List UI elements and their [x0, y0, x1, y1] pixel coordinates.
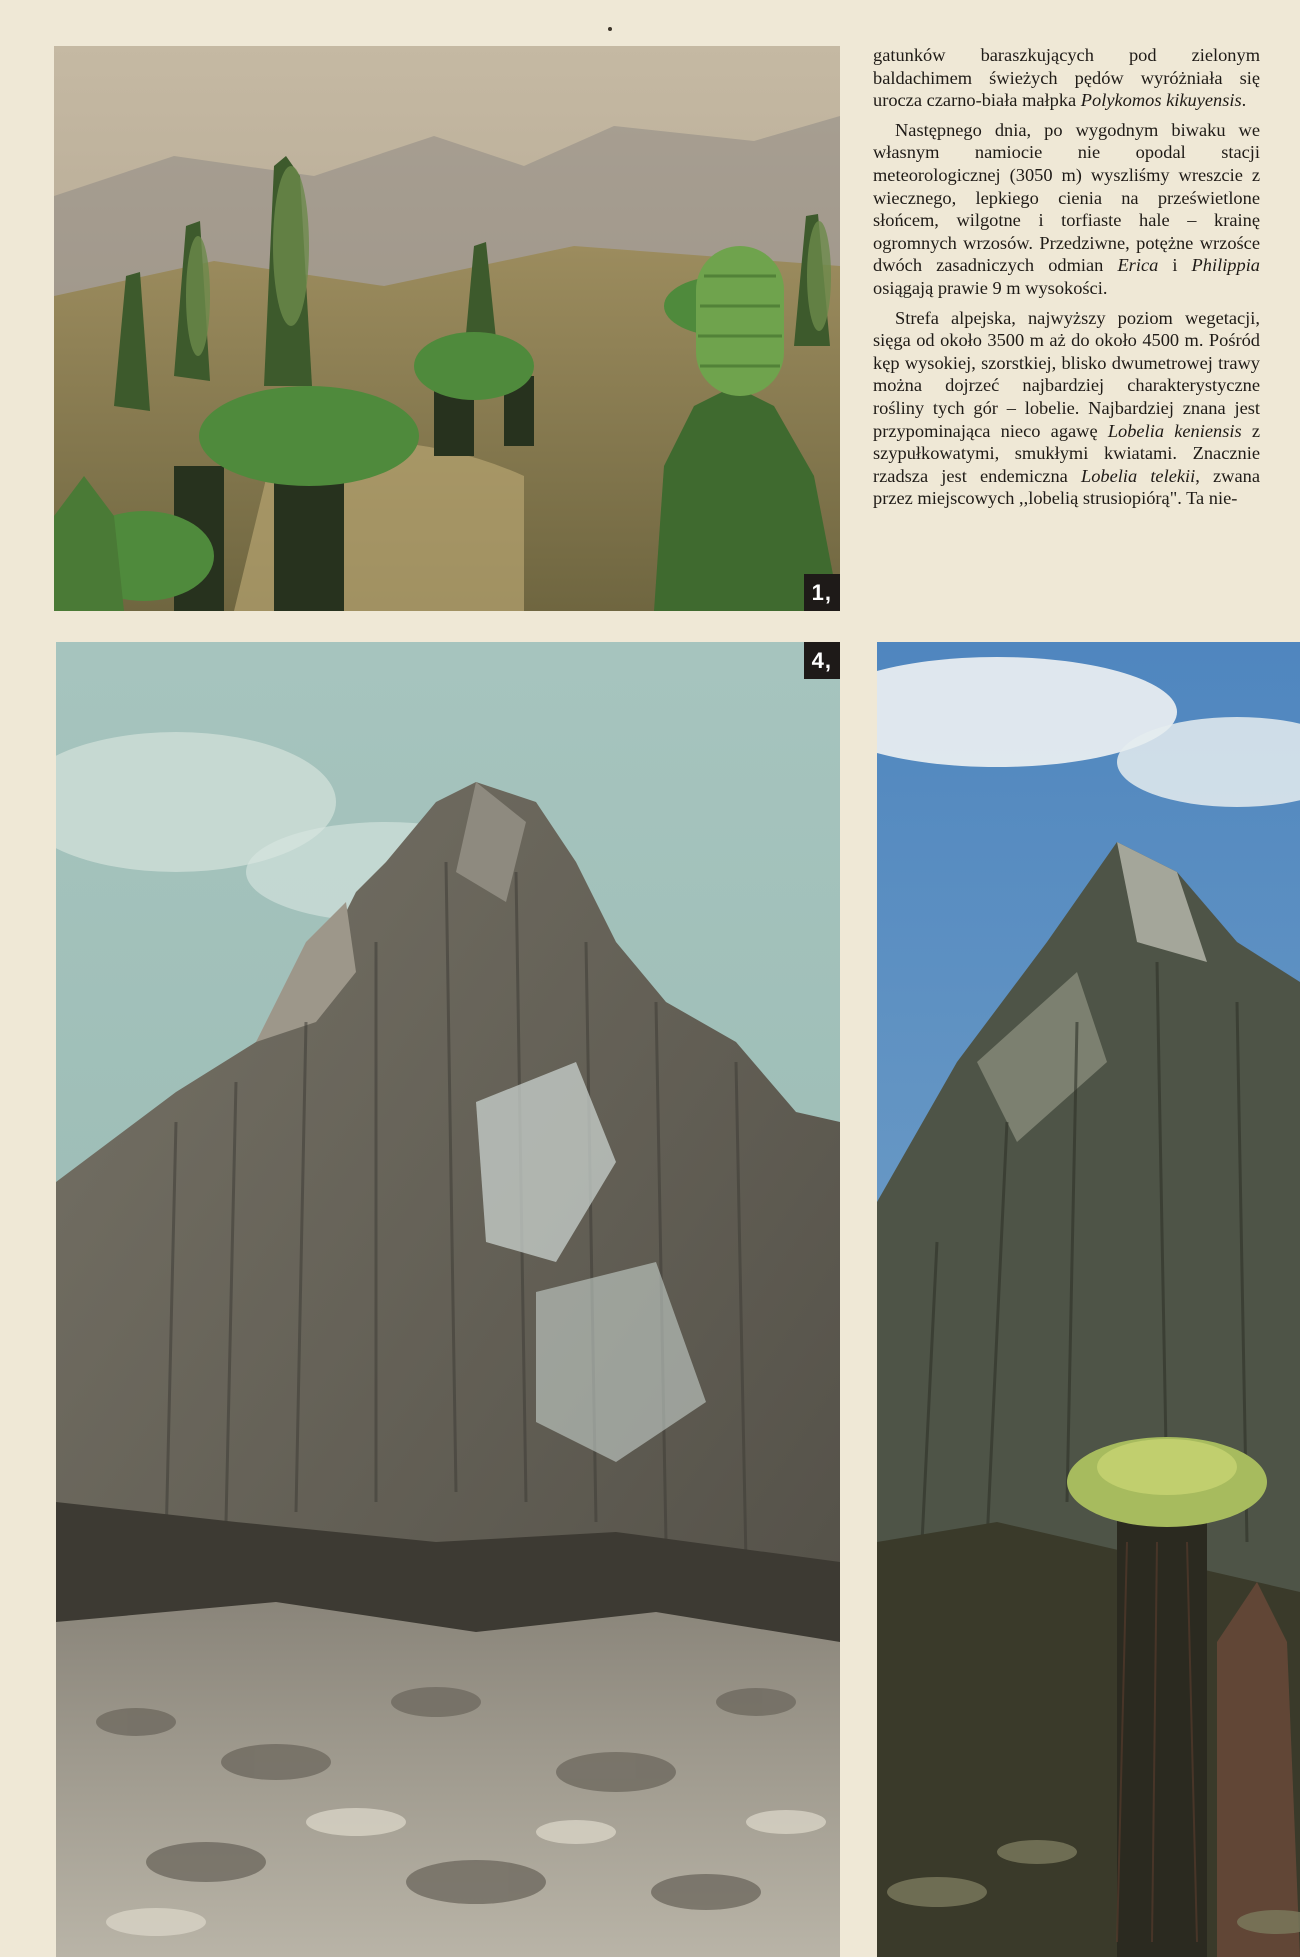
article-paragraph-1 [873, 44, 1260, 112]
italic-term: Philippia [1191, 255, 1260, 276]
italic-term: Lobelia telekii [1080, 465, 1196, 486]
photo-4-image [56, 642, 840, 1957]
text-run: osiągają prawie 9 m wysokości. [873, 277, 1108, 298]
photo-4-mountain-peak [56, 642, 840, 1957]
photo-3-image [877, 642, 1300, 1957]
text-run: , zwana przez miejscowych ,,lobelią strusiopiórą". Ta nie- [873, 465, 1260, 509]
photo-1-alpine-vegetation [54, 46, 840, 611]
text-run: i [1158, 255, 1192, 276]
text-run: z szypułkowatymi, smukłymi kwiatami. Znacznie rzadsza jest endemiczna [873, 420, 1260, 486]
photo-3-peak-with-groundsel [877, 642, 1300, 1957]
photo-4-number: 4, [804, 642, 840, 679]
print-speck [608, 27, 612, 31]
italic-term: Erica [1117, 255, 1159, 276]
italic-term: Lobelia keniensis [1107, 420, 1242, 441]
photo-1-number: 1, [804, 574, 840, 611]
text-run: Następnego dnia, po wygodnym biwaku we własnym namiocie nie opodal stacji meteorologicznej (3050 m) wyszliśmy wreszcie z wiecznego, lepkiego cienia na prześwietlone słońcem, wilgotne i torfiaste hale – krainę ogromnych wrzosów. Przedziwne, potężne wrzośce dwóch zasadniczych odmian [873, 119, 1260, 276]
text-run: gatunków baraszkujących pod zielonym baldachimem świeżych pędów wyróżniała się urocza czarno-biała małpka [873, 45, 1260, 111]
text-run: Strefa alpejska, najwyższy poziom wegetacji, sięga od około 3500 m aż do około 4500 m. Pośród kęp wysokiej, szorstkiej, blisko dwumetrowej trawy można dojrzeć najbardziej charakterystyczne rośliny tych gór – lobelie. Najbardziej znana jest przypominająca nieco agawę [873, 307, 1260, 441]
article-text-column [873, 44, 1260, 510]
article-paragraph-2 [873, 119, 1260, 300]
italic-term: Polykomos kikuyensis [1080, 90, 1242, 111]
article-paragraph-3 [873, 307, 1260, 510]
text-run: . [1241, 90, 1247, 111]
photo-1-image [54, 46, 840, 611]
